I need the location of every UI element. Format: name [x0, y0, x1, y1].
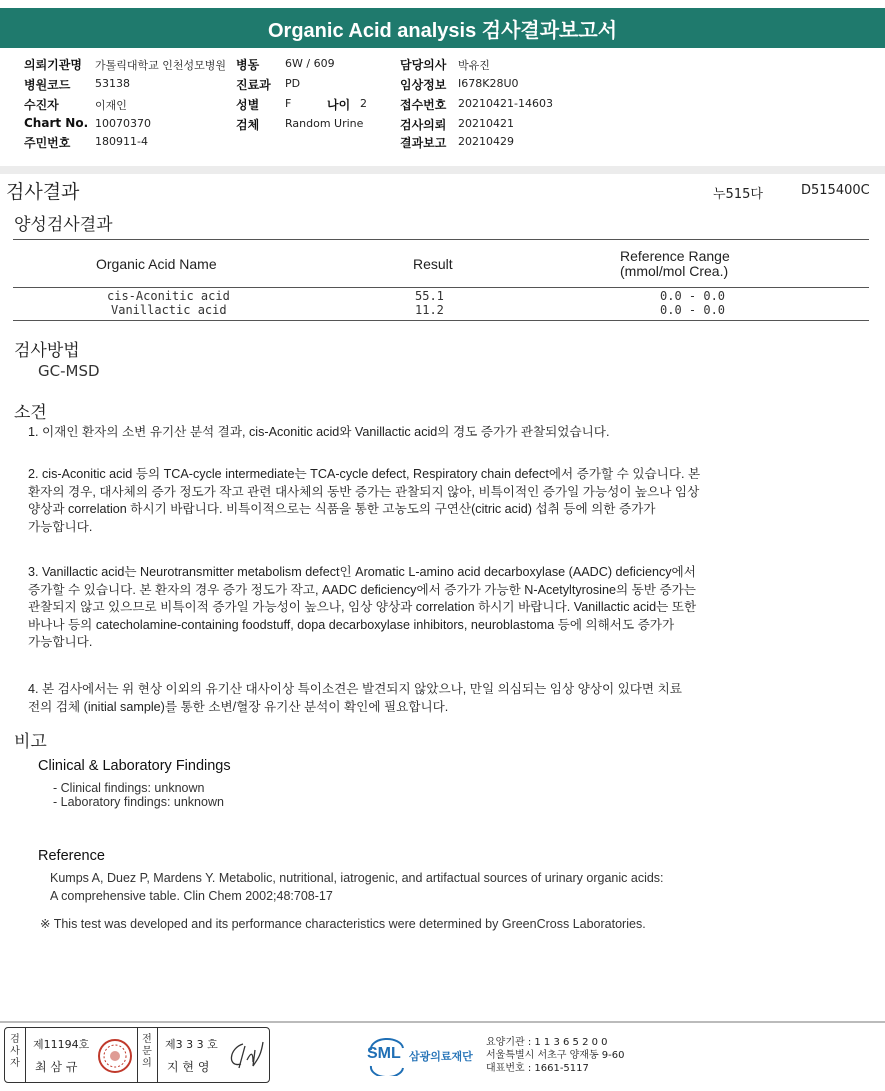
specialist-label: 전문의 [142, 1034, 152, 1069]
clinical-findings-line: - Clinical findings: unknown [53, 781, 205, 795]
specialist-number: 제3 3 3 호 [165, 1038, 218, 1051]
disclaimer-note: ※ This test was developed and its performance characteristics were determined by GreenCross Laboratories. [40, 917, 646, 931]
dept-label: 진료과 [236, 78, 271, 92]
specimen-label: 검체 [236, 118, 260, 132]
findings-title: 소견 [14, 403, 47, 423]
patient-info-block [0, 56, 885, 166]
chart-value: 10070370 [95, 117, 151, 130]
inspector-number: 제11194호 [33, 1038, 90, 1051]
lab-findings-line: - Laboratory findings: unknown [53, 795, 224, 809]
table-row-1-result: 55.1 [415, 289, 444, 303]
chart-label: Chart No. [24, 116, 89, 130]
finding-paragraph-3: 3. Vanillactic acid는 Neurotransmitter metabolism defect인 Aromatic L-amino acid decarboxylase (AADC) deficiency에서 증가할 수 있습니다. 본 환자의 경우 증가 정도가 작고, AADC deficiency에서 증가가 가능한 N-Acetyltyrosine의 동반 증가는 관찰되지 않고 있으므로 비특이적 증가일 가능성이 높으나, 임상 양상과 correlation 하시기 바랍니다. Vanillactic acid는 또한 바나나 등의 catecholamine-containing foodstuff, dopa decarboxylase inhibitors, neuroblastoma 등에 의해서도 증가가 가능합니다. [28, 565, 697, 649]
request-value: 20210421 [458, 117, 514, 130]
reference-line-2: A comprehensive table. Clin Chem 2002;48:708-17 [50, 889, 333, 903]
table-row-2-result: 11.2 [415, 303, 444, 317]
patient-value: 이재인 [95, 99, 127, 112]
request-label: 검사의뢰 [400, 118, 447, 132]
inspector-name: 최 삼 규 [35, 1060, 78, 1074]
test-code-kr: 누515다 [713, 187, 763, 202]
specimen-value: Random Urine [285, 117, 364, 130]
inspector-label: 검사자 [10, 1034, 20, 1069]
org-name: 삼광의료재단 [409, 1050, 473, 1063]
reference-line-1: Kumps A, Duez P, Mardens Y. Metabolic, nutritional, iatrogenic, and artifactual sources of urinary organic acids: [50, 871, 664, 885]
contact-line-2: 서울특별시 서초구 양재동 9-60 [486, 1050, 625, 1061]
report-date-value: 20210429 [458, 135, 514, 148]
age-label: 나이 [327, 98, 351, 112]
contact-info [486, 1036, 625, 1075]
receipt-label: 접수번호 [400, 98, 447, 112]
finding-paragraph-2: 2. cis-Aconitic acid 등의 TCA-cycle intermediate는 TCA-cycle defect, Respiratory chain defect에서 증가할 수 있습니다. 본 환자의 경우, 대사체의 증가 정도가 작고 관련 대사체의 동반 증가는 관찰되지 않아, 비특이적인 증가일 가능성이 높으나 임상 양상과 correlation 하시기 바랍니다. 비특이적으로는 식품을 통한 고농도의 구연산(citric acid) 섭취 등에 의한 증가가 가능합니다. [28, 467, 701, 534]
patient-label: 수진자 [24, 98, 59, 112]
id-value: 180911-4 [95, 135, 148, 148]
report-header [0, 8, 885, 48]
code-label: 병원코드 [24, 78, 71, 92]
report-title: Organic Acid analysis 검사결과보고서 [267, 19, 618, 42]
clinical-findings-title: Clinical & Laboratory Findings [38, 758, 231, 774]
logo-text: SML [367, 1045, 401, 1062]
age-value: 2 [360, 97, 367, 110]
clinical-label: 임상정보 [400, 78, 447, 92]
signature-box [4, 1027, 270, 1083]
hospital-value: 가톨릭대학교 인천성모병원 [95, 59, 227, 72]
sex-value: F [285, 97, 292, 110]
dept-value: PD [285, 77, 301, 90]
doctor-label: 담당의사 [400, 58, 447, 72]
table-header-line [13, 287, 869, 288]
doctor-value: 박유진 [458, 59, 490, 72]
finding-paragraph-1: 1. 이재인 환자의 소변 유기산 분석 결과, cis-Aconitic acid와 Vanillactic acid의 경도 증가가 관찰되었습니다. [28, 425, 610, 439]
reference-title: Reference [38, 848, 105, 864]
hospital-label: 의뢰기관명 [24, 58, 82, 72]
signature-icon [225, 1038, 265, 1074]
specialist-name: 지 현 영 [167, 1060, 210, 1074]
table-row-2-ref: 0.0 - 0.0 [660, 303, 726, 317]
table-row-1-ref: 0.0 - 0.0 [660, 289, 726, 303]
col-name-header: Organic Acid Name [96, 256, 217, 272]
col-ref-header-1: Reference Range [620, 248, 730, 264]
result-title: 검사결과 [6, 181, 80, 203]
method-value: GC-MSD [38, 362, 100, 380]
ward-value: 6W / 609 [285, 57, 335, 70]
col-ref-header-2: (mmol/mol Crea.) [620, 263, 729, 279]
test-code: D515400C [801, 183, 870, 198]
finding-paragraph-4: 4. 본 검사에서는 위 현상 이외의 유기산 대사이상 특이소견은 발견되지 않았으나, 만일 의심되는 임상 양상이 있다면 치료 전의 검체 (initial sample)를 통한 소변/혈장 유기산 분석이 확인에 필요합니다. [28, 682, 682, 714]
remarks-title: 비고 [14, 732, 47, 752]
report-date-label: 결과보고 [400, 136, 447, 150]
table-bottom-line [13, 320, 869, 321]
seal-stamp-icon [97, 1038, 133, 1074]
contact-line-1: 요양기관 : 1 1 3 6 5 2 0 0 [486, 1037, 608, 1048]
code-value: 53138 [95, 77, 130, 90]
footer-divider [0, 1021, 885, 1023]
col-result-header: Result [413, 256, 453, 272]
sex-label: 성별 [236, 98, 260, 112]
contact-line-3: 대표번호 : 1661-5117 [486, 1063, 589, 1074]
table-top-line [13, 239, 869, 240]
method-title: 검사방법 [14, 341, 80, 361]
divider-band [0, 166, 885, 174]
ward-label: 병동 [236, 58, 260, 72]
table-row-2-name: Vanillactic acid [111, 303, 227, 317]
id-label: 주민번호 [24, 136, 71, 150]
positive-result-title: 양성검사결과 [14, 215, 113, 235]
receipt-value: 20210421-14603 [458, 97, 553, 110]
clinical-value: I678K28U0 [458, 77, 519, 90]
table-row-1-name: cis-Aconitic acid [107, 289, 230, 303]
